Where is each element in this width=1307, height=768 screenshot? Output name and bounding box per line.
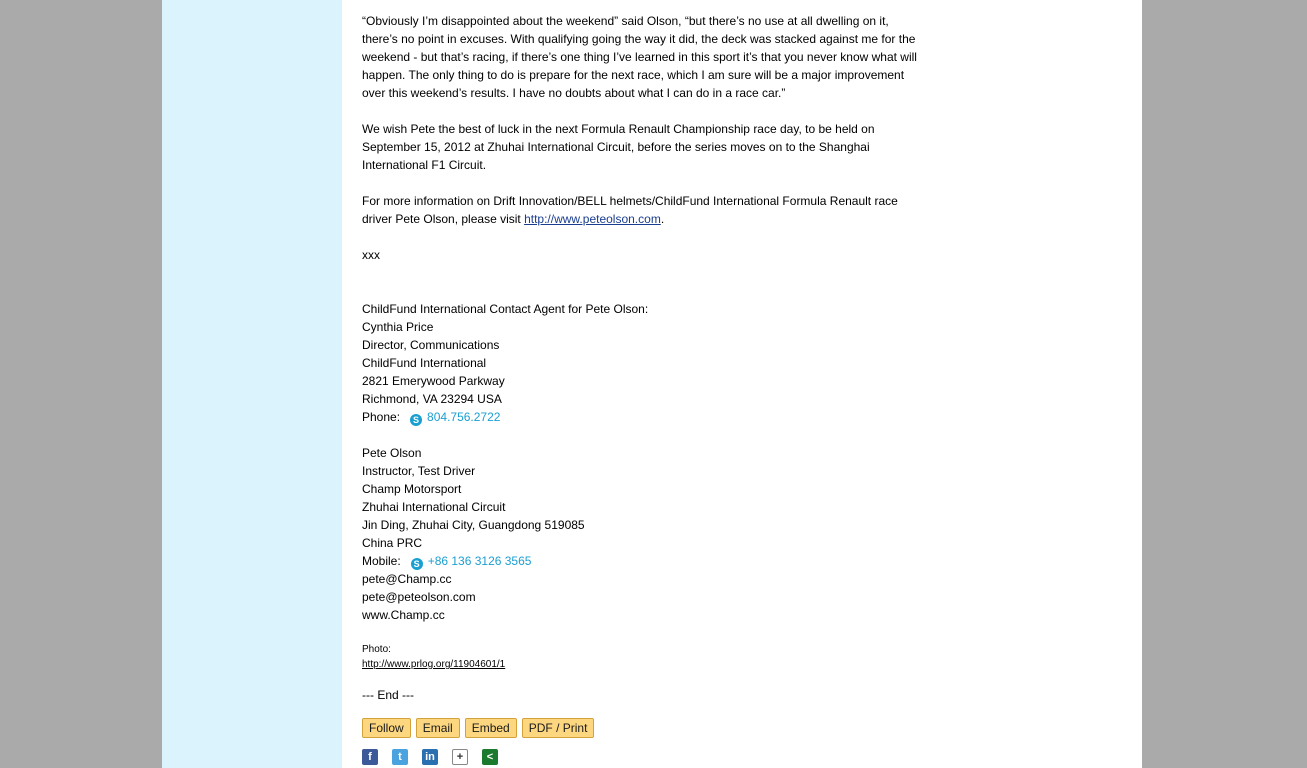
twitter-icon[interactable]: t — [392, 749, 408, 765]
contact-website: www.Champ.cc — [362, 608, 445, 622]
article-body — [362, 12, 922, 765]
email-button[interactable]: Email — [416, 718, 460, 738]
article-paragraph-next-race: We wish Pete the best of luck in the next Formula Renault Championship race day, to be held on September 15, 2012 at Zhuhai International Circuit, before the series moves on to the Shanghai International F1 Circuit. — [362, 122, 875, 172]
page-container — [162, 0, 1142, 768]
contact-pete-olson — [362, 444, 922, 624]
more-info-text: For more information on Drift Innovation/BELL helmets/ChildFund International Formula Renault race driver Pete Olson, please visit — [362, 194, 898, 226]
phone-number[interactable]: 804.756.2722 — [427, 410, 501, 424]
photo-label: Photo: — [362, 644, 391, 655]
contact-email: pete@peteolson.com — [362, 590, 476, 604]
share-icon[interactable]: < — [482, 749, 498, 765]
article-end-marker-xxx: xxx — [362, 248, 380, 262]
photo-link[interactable]: http://www.prlog.org/11904601/1 — [362, 659, 506, 670]
embed-button[interactable]: Embed — [465, 718, 517, 738]
end-marker: --- End --- — [362, 688, 414, 702]
facebook-icon[interactable]: f — [362, 749, 378, 765]
phone-label: Phone: — [362, 410, 401, 424]
article-paragraph-more-info — [362, 192, 922, 228]
contact-street: Jin Ding, Zhuhai City, Guangdong 519085 — [362, 518, 585, 532]
article-paragraph-quote: “Obviously I’m disappointed about the weekend” said Olson, “but there’s no use at all dwelling on it, there’s no point in excuses. With qualifying going the way it did, the deck was stacked against me for the weekend - but that’s racing, if there’s one thing I’ve learned in this sport it’s that you never know what will happen. The only thing to do is prepare for the next race, which I am sure will be a major improvement over this weekend’s results. I have no doubts about what I can do in a race car.” — [362, 14, 917, 100]
contact-name: Pete Olson — [362, 446, 422, 460]
contact-title: Instructor, Test Driver — [362, 464, 476, 478]
contact-street: 2821 Emerywood Parkway — [362, 374, 505, 388]
contact-childfund — [362, 300, 922, 426]
contact-title: Director, Communications — [362, 338, 500, 352]
pdf-print-button[interactable]: PDF / Print — [522, 718, 595, 738]
mobile-number[interactable]: +86 136 3126 3565 — [427, 554, 532, 568]
linkedin-icon[interactable]: in — [422, 749, 438, 765]
contact-email: pete@Champ.cc — [362, 572, 452, 586]
contact-venue: Zhuhai International Circuit — [362, 500, 506, 514]
mobile-label: Mobile: — [362, 554, 401, 568]
google-bookmark-icon[interactable]: + — [452, 749, 468, 765]
follow-button[interactable]: Follow — [362, 718, 411, 738]
peteolson-website-link[interactable]: http://www.peteolson.com — [524, 212, 661, 226]
contact-city: Richmond, VA 23294 USA — [362, 392, 502, 406]
contact-organization: Champ Motorsport — [362, 482, 462, 496]
skype-icon[interactable]: S — [410, 414, 422, 426]
action-buttons — [362, 718, 922, 738]
contact-mobile-row — [362, 552, 922, 570]
contact-name: Cynthia Price — [362, 320, 434, 334]
social-share-bar — [362, 749, 922, 765]
photo-credit — [362, 642, 922, 672]
contact-country: China PRC — [362, 536, 423, 550]
spacer — [362, 282, 922, 300]
more-info-period: . — [660, 212, 665, 226]
contact-phone-row — [362, 408, 922, 426]
contact-heading: ChildFund International Contact Agent for Pete Olson: — [362, 302, 649, 316]
skype-icon[interactable]: S — [411, 558, 423, 570]
left-sidebar — [162, 0, 342, 768]
contact-organization: ChildFund International — [362, 356, 487, 370]
